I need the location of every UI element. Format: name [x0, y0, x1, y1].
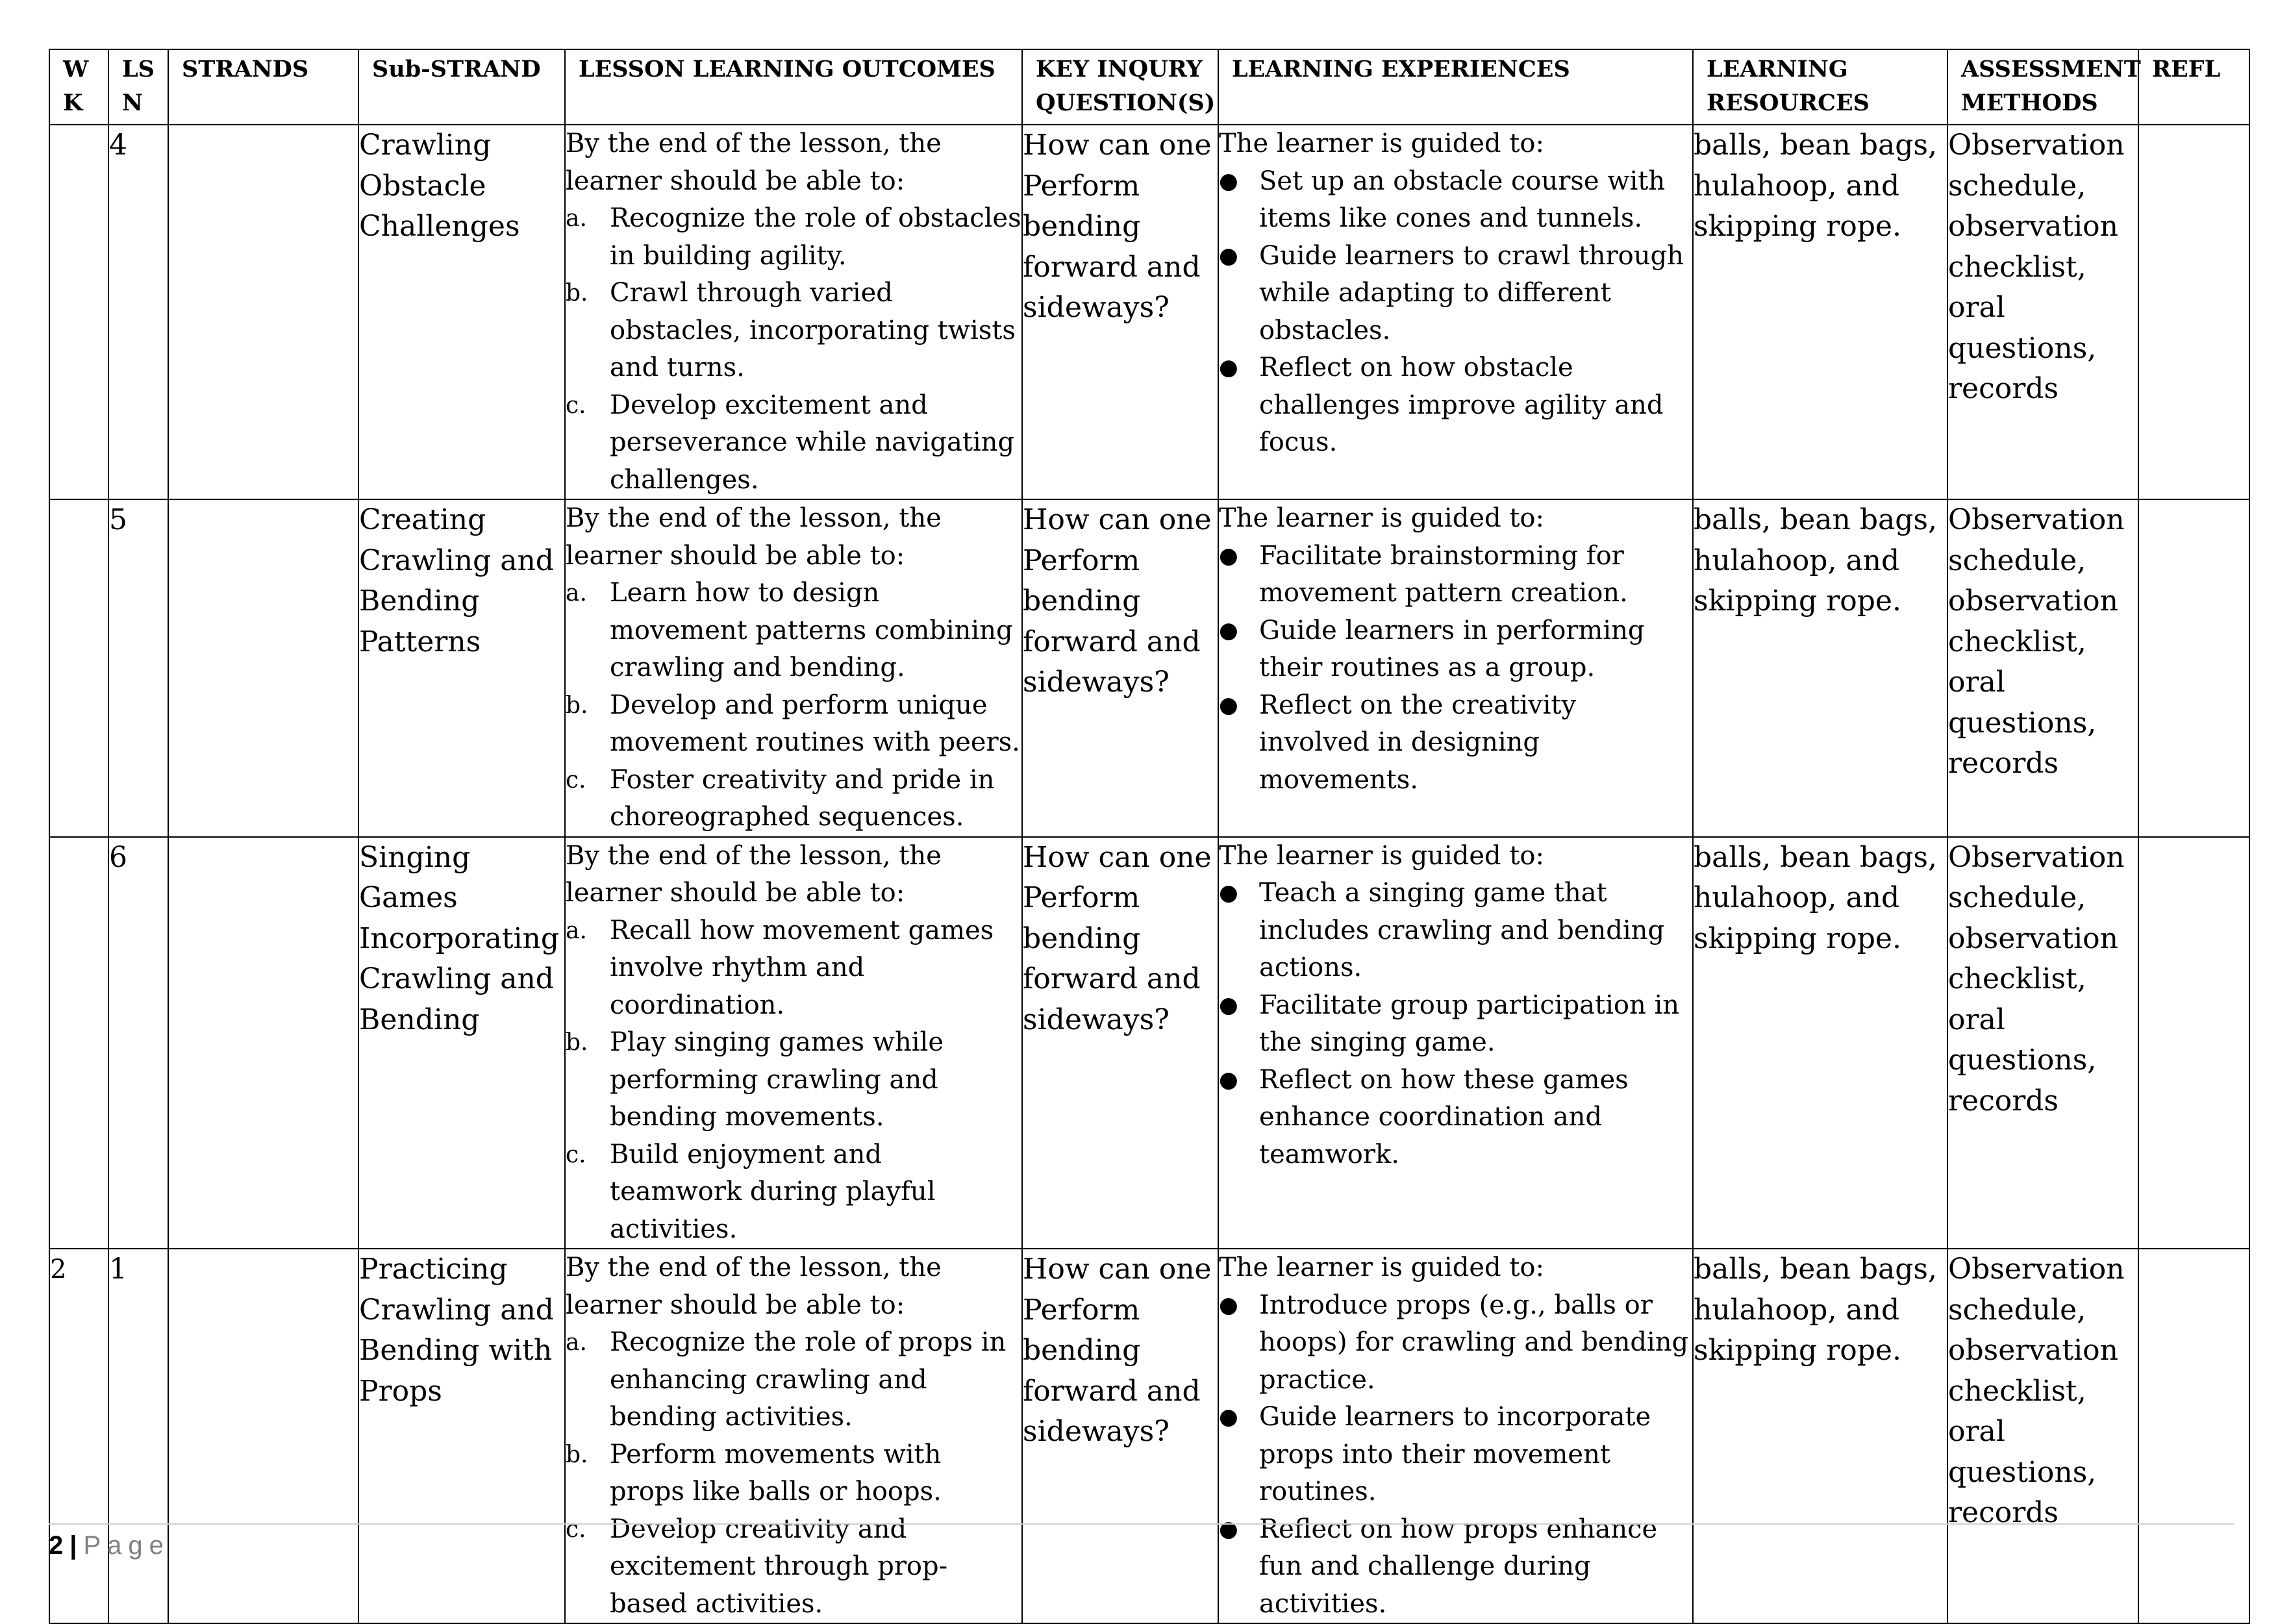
strand-cell — [168, 837, 358, 1249]
outcomes-intro: By the end of the lesson, the learner should be able to: — [566, 129, 942, 196]
experience-text: Reflect on how these games enhance coordination and teamwork. — [1259, 1064, 1629, 1169]
week-cell — [49, 125, 108, 499]
experience-item — [1219, 1511, 1692, 1623]
outcome-marker: a. — [566, 205, 587, 232]
outcome-item — [566, 1324, 1021, 1436]
experiences-intro: The learner is guided to: — [1219, 1253, 1544, 1282]
outcome-marker: a. — [566, 917, 587, 944]
experiences-intro: The learner is guided to: — [1219, 129, 1544, 158]
week-cell — [49, 499, 108, 837]
disc-bullet-icon: ● — [1219, 880, 1238, 906]
lesson-row — [49, 837, 2249, 1249]
header-learning-resources: LEARNING RESOURCES — [1693, 49, 1947, 125]
experience-item — [1219, 687, 1692, 799]
learning-outcomes-cell — [565, 125, 1022, 499]
experiences-list — [1219, 163, 1692, 462]
assessment-methods-cell: Observation schedule, observation checklist, oral questions, records — [1947, 125, 2138, 499]
sub-strand-cell: Practicing Crawling and Bending with Props — [358, 1249, 565, 1623]
outcome-item — [566, 275, 1021, 387]
outcome-marker: b. — [566, 692, 588, 719]
assessment-methods-cell: Observation schedule, observation checklist, oral questions, records — [1947, 1249, 2138, 1623]
learning-experiences-cell — [1218, 125, 1693, 499]
disc-bullet-icon: ● — [1219, 355, 1238, 381]
page-footer — [49, 1527, 170, 1564]
experience-text: Set up an obstacle course with items like cones and tunnels. — [1259, 166, 1666, 233]
experience-item — [1219, 1287, 1692, 1399]
experience-item — [1219, 612, 1692, 687]
outcome-marker: c. — [566, 392, 586, 419]
learning-outcomes-cell — [565, 1249, 1022, 1623]
experience-item — [1219, 1399, 1692, 1511]
sub-strand-cell: Creating Crawling and Bending Patterns — [358, 499, 565, 837]
key-inquiry-cell: How can one Perform bending forward and sideways? — [1022, 499, 1218, 837]
disc-bullet-icon: ● — [1219, 692, 1238, 718]
experience-text: Guide learners to incorporate props into their movement routines. — [1259, 1402, 1651, 1506]
learning-outcomes-cell — [565, 837, 1022, 1249]
outcome-text: Recognize the role of obstacles in building agility. — [610, 203, 1021, 271]
learning-resources-cell: balls, bean bags, hulahoop, and skipping rope. — [1693, 837, 1947, 1249]
key-inquiry-cell: How can one Perform bending forward and sideways? — [1022, 837, 1218, 1249]
lesson-row — [49, 1249, 2249, 1623]
experience-text: Introduce props (e.g., balls or hoops) for crawling and bending practice. — [1259, 1290, 1689, 1395]
experiences-list — [1219, 875, 1692, 1173]
outcome-text: Build enjoyment and teamwork during playful activities. — [610, 1139, 936, 1244]
reflection-cell — [2138, 125, 2249, 499]
outcome-item — [566, 912, 1021, 1025]
outcome-item — [566, 200, 1021, 275]
strand-cell — [168, 1249, 358, 1623]
disc-bullet-icon: ● — [1219, 1292, 1238, 1318]
outcomes-list — [566, 912, 1021, 1249]
header-week: W K — [49, 49, 108, 125]
outcomes-list — [566, 200, 1021, 499]
disc-bullet-icon: ● — [1219, 1516, 1238, 1542]
header-row — [49, 49, 2249, 125]
learning-outcomes-cell — [565, 499, 1022, 837]
experience-text: Reflect on how props enhance fun and challenge during activities. — [1259, 1514, 1658, 1619]
experience-text: Facilitate group participation in the singing game. — [1259, 990, 1680, 1057]
sub-strand-cell: Crawling Obstacle Challenges — [358, 125, 565, 499]
lesson-row — [49, 499, 2249, 837]
header-reflection: REFL — [2138, 49, 2249, 125]
experience-item — [1219, 875, 1692, 987]
outcome-item — [566, 1136, 1021, 1249]
disc-bullet-icon: ● — [1219, 1404, 1238, 1430]
lesson-number-cell: 1 — [108, 1249, 168, 1623]
experience-text: Reflect on how obstacle challenges improve agility and focus. — [1259, 353, 1664, 457]
learning-resources-cell: balls, bean bags, hulahoop, and skipping rope. — [1693, 499, 1947, 837]
outcome-marker: b. — [566, 280, 588, 306]
reflection-cell — [2138, 837, 2249, 1249]
experience-item — [1219, 163, 1692, 238]
lesson-number-cell: 5 — [108, 499, 168, 837]
strand-cell — [168, 125, 358, 499]
lesson-row — [49, 125, 2249, 499]
footer-divider — [49, 1523, 2234, 1525]
outcome-text: Recognize the role of props in enhancing crawling and bending activities. — [610, 1327, 1007, 1432]
reflection-cell — [2138, 1249, 2249, 1623]
disc-bullet-icon: ● — [1219, 168, 1238, 194]
experience-text: Teach a singing game that includes crawling and bending actions. — [1259, 878, 1665, 982]
outcome-marker: a. — [566, 1329, 587, 1356]
experiences-list — [1219, 538, 1692, 799]
scheme-of-work-table — [49, 49, 2250, 1624]
outcome-item — [566, 762, 1021, 836]
header-learning-outcomes: LESSON LEARNING OUTCOMES — [565, 49, 1022, 125]
disc-bullet-icon: ● — [1219, 617, 1238, 643]
outcome-text: Perform movements with props like balls or hoops. — [610, 1439, 942, 1506]
key-inquiry-cell: How can one Perform bending forward and sideways? — [1022, 125, 1218, 499]
experience-item — [1219, 1062, 1692, 1174]
learning-experiences-cell — [1218, 499, 1693, 837]
outcome-item — [566, 1024, 1021, 1136]
outcomes-list — [566, 1324, 1021, 1623]
page-label: Page — [83, 1531, 170, 1560]
outcome-marker: b. — [566, 1029, 588, 1056]
outcome-text: Crawl through varied obstacles, incorporating twists and turns. — [610, 278, 1016, 382]
outcome-item — [566, 1511, 1021, 1623]
lesson-number-cell: 6 — [108, 837, 168, 1249]
outcome-text: Develop and perform unique movement routines with peers. — [610, 690, 1020, 757]
assessment-methods-cell: Observation schedule, observation checklist, oral questions, records — [1947, 837, 2138, 1249]
learning-experiences-cell — [1218, 837, 1693, 1249]
disc-bullet-icon: ● — [1219, 1066, 1238, 1093]
outcome-text: Learn how to design movement patterns combining crawling and bending. — [610, 578, 1013, 682]
outcome-marker: c. — [566, 1516, 586, 1543]
experience-item — [1219, 349, 1692, 462]
outcomes-intro: By the end of the lesson, the learner should be able to: — [566, 840, 942, 908]
disc-bullet-icon: ● — [1219, 992, 1238, 1018]
outcome-marker: c. — [566, 766, 586, 793]
header-learning-experiences: LEARNING EXPERIENCES — [1218, 49, 1693, 125]
outcome-item — [566, 387, 1021, 499]
outcome-marker: b. — [566, 1441, 588, 1468]
learning-experiences-cell — [1218, 1249, 1693, 1623]
experience-item — [1219, 538, 1692, 612]
outcome-item — [566, 1436, 1021, 1511]
experience-text: Guide learners in performing their routines as a group. — [1259, 615, 1645, 682]
assessment-methods-cell: Observation schedule, observation checklist, oral questions, records — [1947, 499, 2138, 837]
strand-cell — [168, 499, 358, 837]
experience-item — [1219, 987, 1692, 1062]
lesson-number-cell: 4 — [108, 125, 168, 499]
sub-strand-cell: Singing Games Incorporating Crawling and Bending — [358, 837, 565, 1249]
experiences-list — [1219, 1287, 1692, 1623]
week-cell — [49, 837, 108, 1249]
learning-resources-cell: balls, bean bags, hulahoop, and skipping rope. — [1693, 1249, 1947, 1623]
outcomes-list — [566, 575, 1021, 836]
outcome-marker: a. — [566, 580, 587, 606]
experience-item — [1219, 238, 1692, 350]
header-key-inquiry: KEY INQURY QUESTION(S) — [1022, 49, 1218, 125]
experiences-intro: The learner is guided to: — [1219, 503, 1544, 533]
experience-text: Reflect on the creativity involved in designing movements. — [1259, 690, 1577, 795]
week-cell: 2 — [49, 1249, 108, 1623]
disc-bullet-icon: ● — [1219, 542, 1238, 569]
outcome-item — [566, 687, 1021, 762]
reflection-cell — [2138, 499, 2249, 837]
learning-resources-cell: balls, bean bags, hulahoop, and skipping rope. — [1693, 125, 1947, 499]
footer-separator: | — [69, 1531, 77, 1560]
outcome-marker: c. — [566, 1141, 586, 1168]
outcome-text: Play singing games while performing crawling and bending movements. — [610, 1027, 944, 1132]
header-assessment-methods: ASSESSMENT METHODS — [1947, 49, 2138, 125]
experiences-intro: The learner is guided to: — [1219, 840, 1544, 871]
key-inquiry-cell: How can one Perform bending forward and sideways? — [1022, 1249, 1218, 1623]
experience-text: Guide learners to crawl through while adapting to different obstacles. — [1259, 240, 1684, 345]
page-number: 2 — [49, 1531, 64, 1560]
outcome-text: Foster creativity and pride in choreographed sequences. — [610, 764, 995, 832]
header-sub-strand: Sub-STRAND — [358, 49, 565, 125]
outcomes-intro: By the end of the lesson, the learner should be able to: — [566, 503, 942, 571]
outcome-text: Develop excitement and perseverance while navigating challenges. — [610, 390, 1015, 495]
header-strands: STRANDS — [168, 49, 358, 125]
header-lesson: LS N — [108, 49, 168, 125]
outcome-text: Develop creativity and excitement through prop-based activities. — [610, 1514, 948, 1619]
outcome-item — [566, 575, 1021, 687]
experience-text: Facilitate brainstorming for movement pattern creation. — [1259, 540, 1628, 608]
disc-bullet-icon: ● — [1219, 242, 1238, 269]
outcomes-intro: By the end of the lesson, the learner should be able to: — [566, 1253, 942, 1320]
outcome-text: Recall how movement games involve rhythm and coordination. — [610, 915, 994, 1020]
